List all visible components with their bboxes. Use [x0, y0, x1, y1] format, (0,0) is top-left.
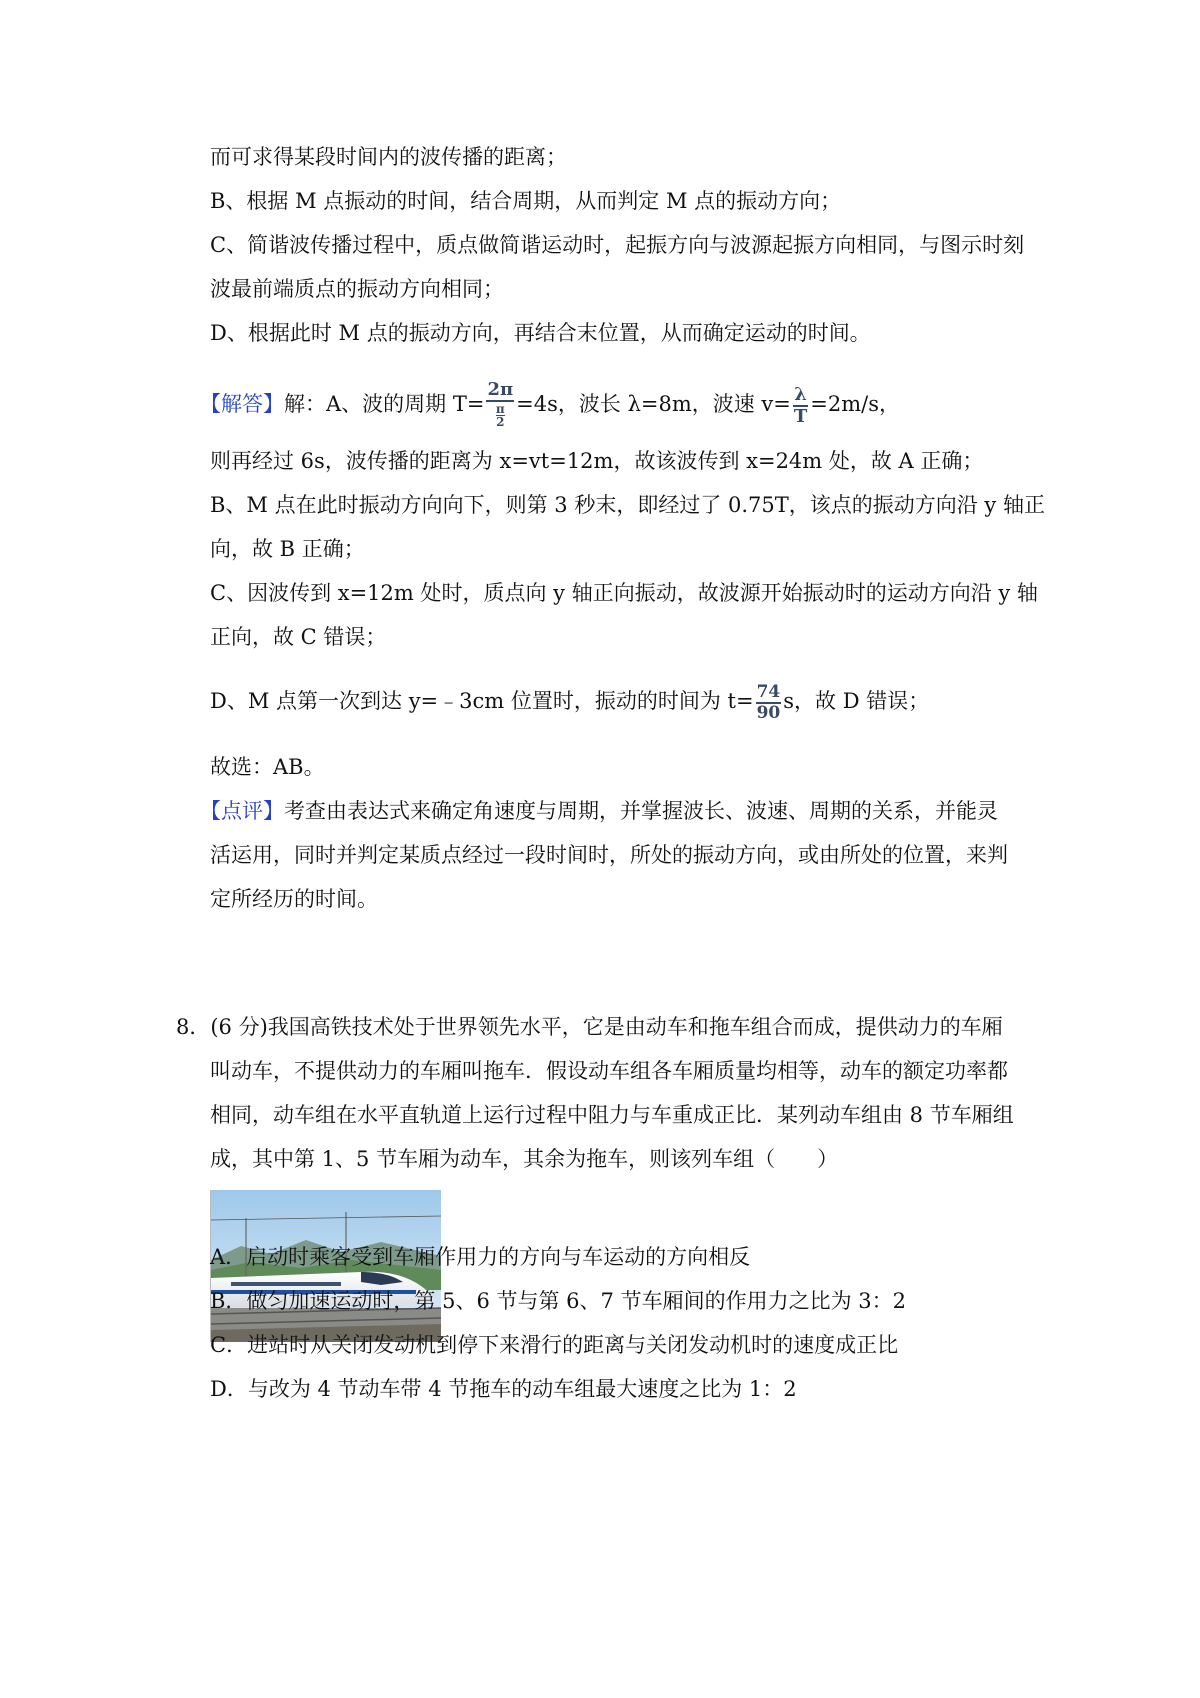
- time-numerator: 74: [756, 681, 781, 702]
- question-8-line: 8．(6 分)我国高铁技术处于世界领先水平，它是由动车和拖车组合而成，提供动力的车厢: [176, 1015, 1003, 1039]
- speed-numerator: λ: [794, 383, 807, 405]
- text-line: C、因波传到 x=12m 处时，质点向 y 轴正向振动，故波源开始振动时的运动方向沿 y 轴: [210, 581, 1038, 605]
- question-8-line: 成，其中第 1、5 节车厢为动车，其余为拖车，则该列车组（ ）: [210, 1147, 839, 1171]
- text-line: 向，故 B 正确；: [210, 537, 365, 561]
- option-d: D．与改为 4 节动车带 4 节拖车的动车组最大速度之比为 1：2: [210, 1377, 797, 1401]
- comment-line: [200, 796, 998, 826]
- period-denominator-num: π: [495, 401, 505, 416]
- text-line: 活运用，同时并判定某质点经过一段时间时，所处的振动方向，或由所处的位置，来判: [210, 843, 1008, 867]
- speed-fraction: [793, 383, 808, 427]
- text-line: C、简谐波传播过程中，质点做简谐运动时，起振方向与波源起振方向相同，与图示时刻: [210, 233, 1025, 257]
- text-line: D、根据此时 M 点的振动方向，再结合末位置，从而确定运动的时间。: [210, 321, 871, 345]
- time-denominator: 90: [756, 702, 781, 723]
- text-line: 则再经过 6s，波传播的距离为 x=vt=12m，故该波传到 x=24m 处，故 A 正确；: [210, 449, 984, 473]
- comment-text: 考查由表达式来确定角速度与周期，并掌握波长、波速、周期的关系，并能灵: [284, 799, 998, 823]
- answer-line: [200, 376, 900, 432]
- answer-text-b: =4s，波长 λ=8m，波速 v=: [516, 392, 791, 416]
- question-8-line: 叫动车，不提供动力的车厢叫拖车．假设动车组各车厢质量均相等，动车的额定功率都: [210, 1059, 1008, 1083]
- text-line: 波最前端质点的振动方向相同；: [210, 277, 504, 301]
- period-denominator: [496, 403, 505, 429]
- text-line: 而可求得某段时间内的波传播的距离；: [210, 145, 567, 169]
- answer-d-text-b: s，故 D 错误；: [783, 689, 930, 713]
- period-denominator-den: 2: [496, 415, 505, 430]
- option-c: C．进站时从关闭发动机到停下来滑行的距离与关闭发动机时的速度成正比: [210, 1333, 899, 1357]
- comment-tag: 【点评】: [200, 799, 284, 823]
- answer-tag: 【解答】: [200, 392, 284, 416]
- answer-text-a: 解：A、波的周期 T=: [284, 392, 485, 416]
- answer-text-c: =2m/s，: [810, 392, 901, 416]
- text-line: B、根据 M 点振动的时间，结合周期，从而判定 M 点的振动方向；: [210, 189, 842, 213]
- option-a: A．启动时乘客受到车厢作用力的方向与车运动的方向相反: [210, 1245, 751, 1269]
- period-numerator: 2π: [487, 378, 514, 400]
- answer-d-line: [210, 676, 929, 726]
- text-line: B、M 点在此时振动方向向下，则第 3 秒末，即经过了 0.75T，该点的振动方向沿 y 轴正: [210, 493, 1045, 517]
- text-line: 正向，故 C 错误；: [210, 625, 387, 649]
- text-line: 定所经历的时间。: [210, 887, 378, 911]
- speed-denominator: T: [793, 405, 808, 427]
- question-8-line: 相同，动车组在水平直轨道上运行过程中阻力与车重成正比．某列动车组由 8 节车厢组: [210, 1103, 1014, 1127]
- option-b: B．做匀加速运动时，第 5、6 节与第 6、7 节车厢间的作用力之比为 3：2: [210, 1289, 906, 1313]
- period-fraction: [486, 378, 514, 431]
- answer-d-text-a: D、M 点第一次到达 y=﹣3cm 位置时，振动的时间为 t=: [210, 689, 754, 713]
- text-line: 故选：AB。: [210, 755, 325, 779]
- time-fraction: [756, 681, 782, 723]
